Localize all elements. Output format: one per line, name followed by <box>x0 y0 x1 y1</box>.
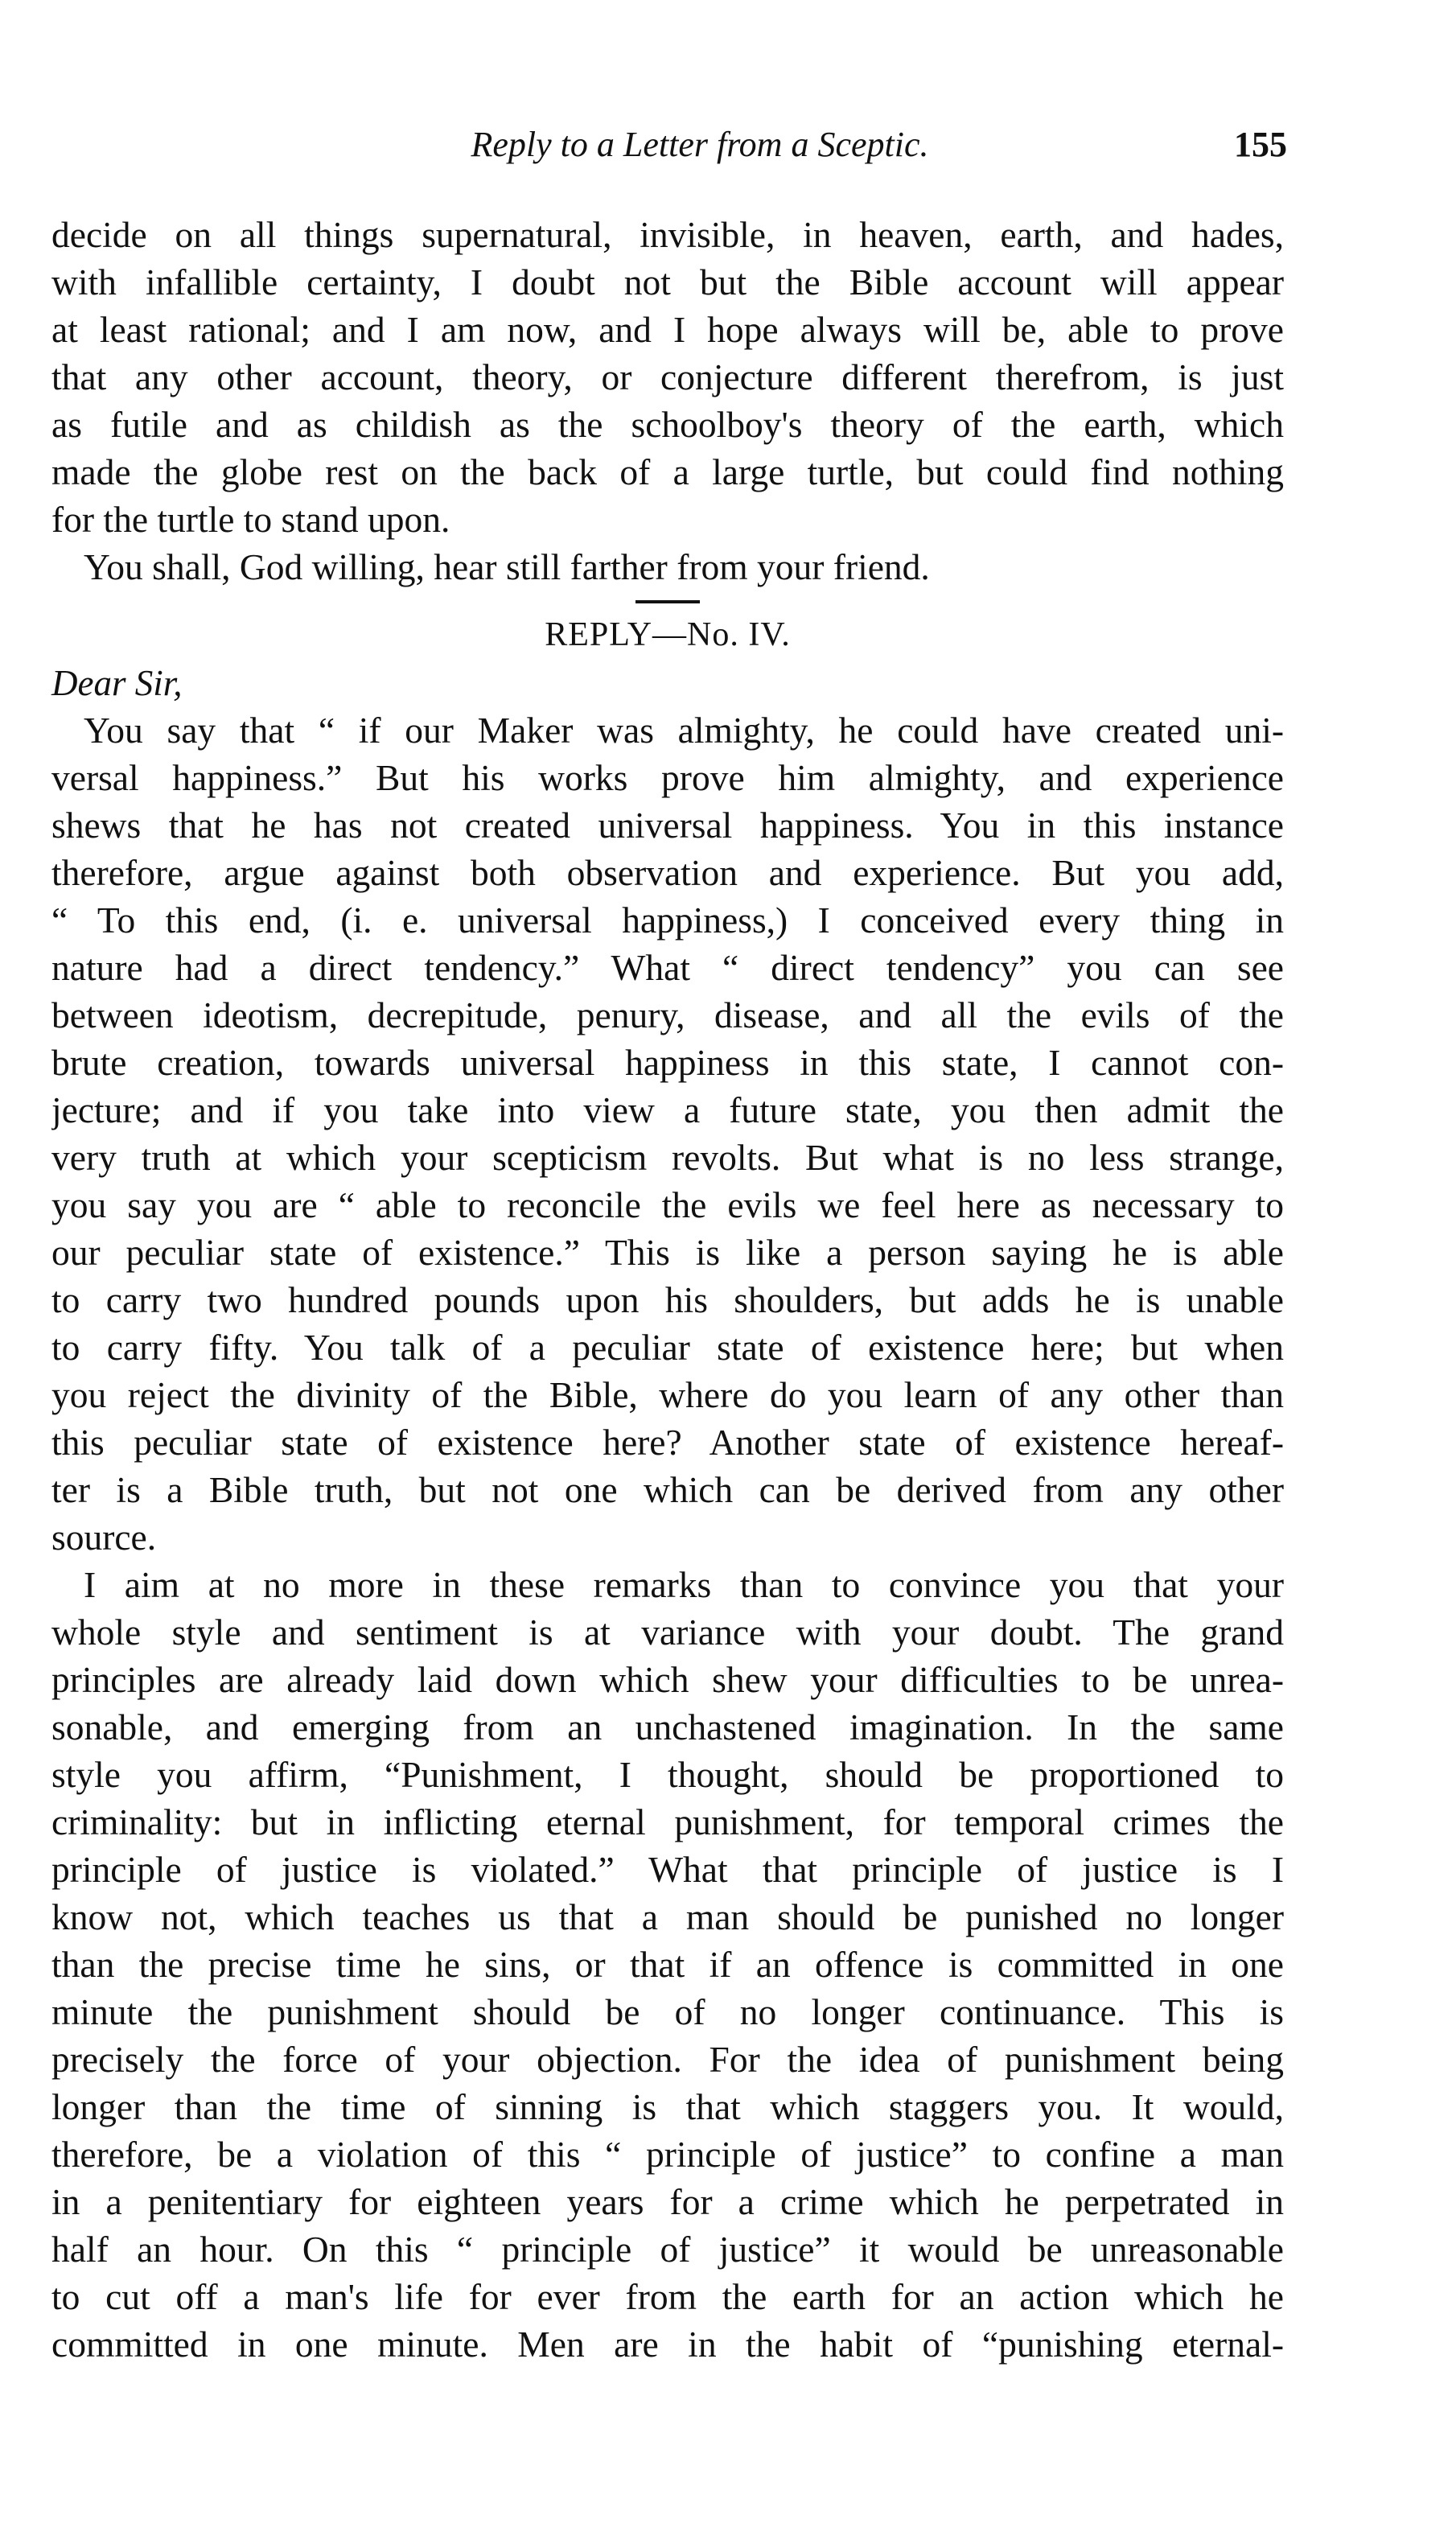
paragraph-closing <box>51 543 1284 591</box>
text-line: that any other account, theory, or conjecture different therefrom, is just <box>51 356 1284 397</box>
paragraph <box>51 706 1284 1561</box>
page-number: 155 <box>1234 125 1287 164</box>
text-line: you reject the divinity of the Bible, where do you learn of any other than <box>51 1374 1284 1415</box>
text-line: our peculiar state of existence.” This is like a person saying he is able <box>51 1232 1284 1273</box>
text-line: to carry fifty. You talk of a peculiar state of existence here; but when <box>51 1327 1284 1368</box>
text-line: committed in one minute. Men are in the habit of “punishing eternal- <box>51 2324 1284 2365</box>
text-line: for the turtle to stand upon. <box>51 499 450 540</box>
text-line: shews that he has not created universal happiness. You in this instance <box>51 805 1284 846</box>
text-line: nature had a direct tendency.” What “ direct tendency” you can see <box>51 947 1284 988</box>
text-line: than the precise time he sins, or that if an offence is committed in one <box>51 1944 1284 1985</box>
text-line: longer than the time of sinning is that which staggers you. It would, <box>51 2086 1284 2127</box>
salutation: Dear Sir, <box>51 663 183 703</box>
running-head <box>113 121 1287 185</box>
text-line: principle of justice is violated.” What that principle of justice is I <box>51 1849 1284 1890</box>
text-line: very truth at which your scepticism revolts. But what is no less strange, <box>51 1137 1284 1178</box>
paragraph-continuation <box>51 211 1284 543</box>
text-line: know not, which teaches us that a man should be punished no longer <box>51 1896 1284 1937</box>
text-line: you say you are “ able to reconcile the evils we feel here as necessary to <box>51 1184 1284 1225</box>
text-line: to carry two hundred pounds upon his shoulders, but adds he is unable <box>51 1279 1284 1320</box>
text-line: as futile and as childish as the schoolboy's theory of the earth, which <box>51 404 1284 445</box>
text-line: minute the punishment should be of no longer continuance. This is <box>51 1991 1284 2032</box>
running-title: Reply to a Letter from a Sceptic. <box>471 125 929 164</box>
text-line: therefore, argue against both observation and experience. But you add, <box>51 852 1284 893</box>
text-line: therefore, be a violation of this “ principle of justice” to confine a man <box>51 2134 1284 2175</box>
text-line: jecture; and if you take into view a future state, you then admit the <box>51 1089 1284 1130</box>
text-line: half an hour. On this “ principle of justice” it would be unreasonable <box>51 2229 1284 2270</box>
section-heading: REPLY—No. IV. <box>545 616 791 653</box>
text-line: criminality: but in inflicting eternal punishment, for temporal crimes the <box>51 1801 1284 1842</box>
text-line: I aim at no more in these remarks than to convince you that your <box>84 1564 1284 1605</box>
text-line: versal happiness.” But his works prove him almighty, and experience <box>51 757 1284 798</box>
section-divider <box>635 600 700 603</box>
text-line: this peculiar state of existence here? Another state of existence hereaf- <box>51 1422 1284 1463</box>
text-line: to cut off a man's life for ever from the earth for an action which he <box>51 2276 1284 2317</box>
text-line: sonable, and emerging from an unchastened imagination. In the same <box>51 1706 1284 1748</box>
text-line: precisely the force of your objection. For the idea of punishment being <box>51 2039 1284 2080</box>
text-line: style you affirm, “Punishment, I thought, should be proportioned to <box>51 1754 1284 1795</box>
text-line: whole style and sentiment is at variance with your doubt. The grand <box>51 1612 1284 1653</box>
text-line: You say that “ if our Maker was almighty, he could have created uni- <box>84 710 1284 751</box>
text-line: source. <box>51 1517 157 1558</box>
text-line: principles are already laid down which shew your difficulties to be unrea- <box>51 1659 1284 1700</box>
text-line: You shall, God willing, hear still farther from your friend. <box>84 546 930 587</box>
text-line: with infallible certainty, I doubt not but the Bible account will appear <box>51 261 1284 303</box>
text-line: in a penitentiary for eighteen years for a crime which he perpetrated in <box>51 2181 1284 2222</box>
text-line: decide on all things supernatural, invisible, in heaven, earth, and hades, <box>51 214 1284 255</box>
text-line: made the globe rest on the back of a large turtle, but could find nothing <box>51 451 1284 492</box>
text-line: between ideotism, decrepitude, penury, disease, and all the evils of the <box>51 994 1284 1035</box>
paragraph <box>51 1561 1284 2368</box>
text-line: “ To this end, (i. e. universal happiness,) I conceived every thing in <box>51 899 1284 941</box>
body-text <box>51 211 1284 2368</box>
text-line: brute creation, towards universal happiness in this state, I cannot con- <box>51 1042 1284 1083</box>
text-line: ter is a Bible truth, but not one which can be derived from any other <box>51 1469 1284 1510</box>
text-line: at least rational; and I am now, and I hope always will be, able to prove <box>51 309 1284 350</box>
